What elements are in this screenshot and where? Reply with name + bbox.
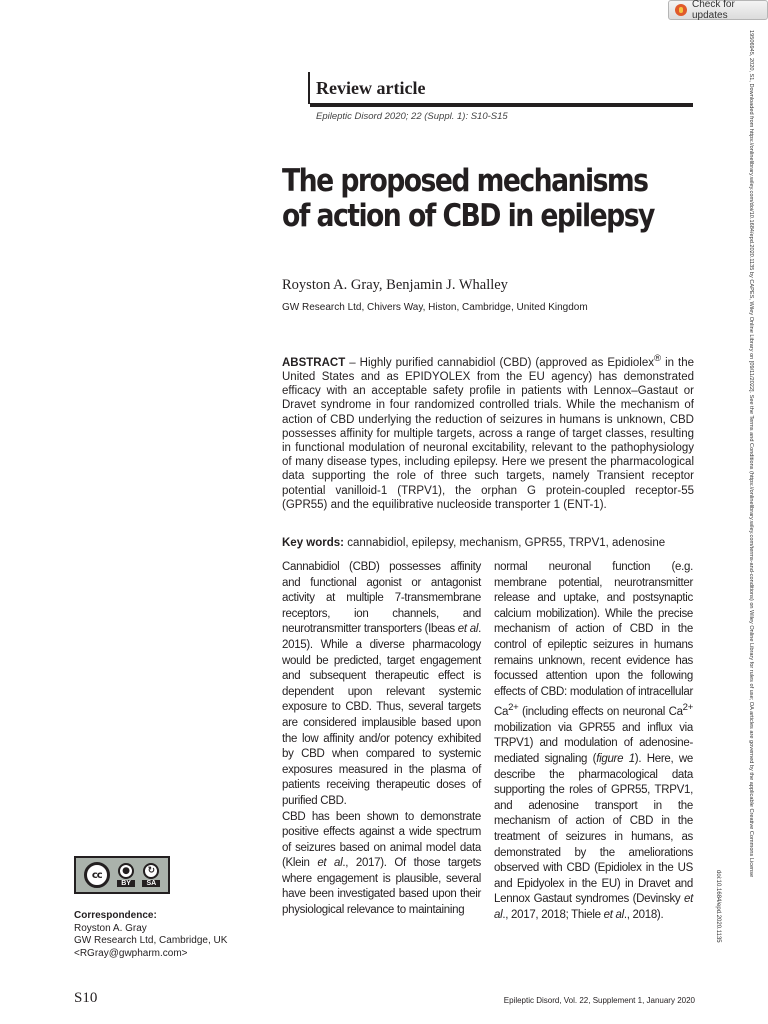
citation-etal: et al — [603, 908, 624, 921]
superscript: 2+ — [508, 702, 519, 714]
superscript: 2+ — [682, 702, 693, 714]
title-line-1: The proposed mechanisms — [282, 163, 648, 199]
paragraph — [282, 810, 481, 919]
abstract-text-1: – Highly purified cannabidiol (CBD) (approved as Epidiolex — [345, 356, 655, 369]
section-rule — [310, 103, 693, 107]
section-label: Review article — [316, 78, 426, 98]
cc-by — [117, 863, 135, 887]
text-run: ., 2017, 2018; Thiele — [502, 908, 604, 921]
doi-text: doi:10.1684/epd.2020.1135 — [715, 870, 721, 943]
correspondence-org: GW Research Ltd, Cambridge, UK — [74, 935, 228, 946]
cc-sa-label: SA — [142, 880, 160, 887]
keywords-text: cannabidiol, epilepsy, mechanism, GPR55, TRPV1, adenosine — [344, 537, 666, 549]
journal-reference: Epileptic Disord 2020; 22 (Suppl. 1): S10-S15 — [316, 111, 508, 122]
abstract-label: ABSTRACT — [282, 356, 346, 369]
text-run: CBD has been shown to demonstrate positive effects against a wide spectrum of seizures based on animal model data (Klein — [282, 810, 481, 870]
paragraph — [282, 560, 481, 810]
body-column-right — [494, 560, 693, 923]
abstract-text-2: in the United States and as EPIDYOLEX from the EU agency) has demonstrated efficacy with an acceptable safety profile in patients with Lennox–Gastaut or Dravet syndrome in four randomized controlled trials. While the mechanism of action of CBD underlying the reduction of seizures in humans is unknown, CBD possesses affinity for multiple targets, across a range of target classes, resulting in functional modulation of neuronal excitability, relevant to the pathophysiology of many disease types, including epilepsy. Here we present the pharmacological data supporting the role of three such targets, namely Transient receptor potential vanilloid-1 (TRPV1), the orphan G protein-coupled receptor-55 (GPR55) and the equilibrative nucleoside transporter 1 (ENT-1). — [282, 356, 695, 511]
correspondence-email[interactable]: <RGray@gwpharm.com> — [74, 947, 188, 959]
text-run: . 2015). While a diverse pharmacology would be predicted, target engagement and subsequent therapeutic effect is dependent upon relevant systemic exposure to CBD. Thus, several targets are considered implausible based upon the low affinity and/or potency exhibited by CBD when compared to systemic exposures measured in the plasma of patients receiving therapeutic doses of purified CBD. — [282, 623, 481, 807]
cc-sa — [142, 863, 160, 887]
figure-reference: figure 1 — [596, 752, 635, 765]
affiliation: GW Research Ltd, Chivers Way, Histon, Cambridge, United Kingdom — [282, 302, 588, 313]
article-title — [282, 163, 654, 234]
text-run: ., 2017). Of those targets where engagement is plausible, several have been investigated based upon their physiological relevance to maintaining — [282, 857, 481, 917]
doi-side-note — [712, 870, 722, 970]
correspondence — [74, 910, 227, 960]
citation-etal: et al — [457, 623, 479, 636]
footer-journal: Epileptic Disord, Vol. 22, Supplement 1, January 2020 — [503, 996, 695, 1005]
registered-mark: ® — [654, 353, 662, 364]
title-line-2: of action of CBD in epilepsy — [282, 198, 654, 234]
section-bar — [308, 72, 310, 104]
text-run: ., 2018). — [623, 908, 664, 921]
text-run: mobilization via GPR55 and influx via TRPV1) and modulation of adenosine-mediated signaling ( — [494, 721, 693, 765]
check-for-updates-label: Check for updates — [692, 0, 735, 21]
by-person-icon: ● — [118, 863, 134, 879]
share-alike-icon: ↻ — [143, 863, 159, 879]
cc-by-label: BY — [117, 880, 135, 887]
cc-license-badge[interactable] — [74, 856, 170, 894]
text-run: ). Here, we describe the pharmacological data supporting the roles of GPR55, TRPV1, and adenosine transport in the mechanism of action of CBD in the treatment of seizures in humans, as demonstrated by the ameliorations observed with CBD (Epidiolex in the US and Epidyolex in the EU) in Dravet and Lennox Gastaut syndromes (Devinsky — [494, 752, 694, 906]
keywords — [282, 536, 694, 550]
download-side-note-text: 19506945, 2020, S1, Downloaded from https://onlinelibrary.wiley.com/doi/10.1684/epd.2020.1135 by CAPES, Wiley Online Library on [09/11/2022]. See the Terms and Conditions (https://onlinelibrary.wiley.com/terms-and-conditions) on Wiley Online Library for rules of use; OA articles are governed by the applicable Creative Commons License — [748, 30, 754, 878]
citation-etal: et al — [317, 857, 343, 870]
paragraph — [494, 560, 693, 923]
text-run: normal neuronal function (e.g. membrane potential, neurotransmitter release and uptake, and postsynaptic calcium mobilization). While the precise mechanism of action of CBD in the control of epileptic seizures in humans remains unknown, recent evidence has focussed attention upon the following effects of CBD: modulation of intracellular Ca — [494, 561, 693, 719]
download-side-note — [745, 30, 755, 1004]
body-column-left — [282, 560, 481, 919]
keywords-label: Key words: — [282, 537, 344, 549]
page-number: S10 — [74, 990, 98, 1006]
abstract — [282, 352, 694, 512]
text-run: (including effects on neuronal Ca — [518, 706, 683, 719]
correspondence-name: Royston A. Gray — [74, 922, 147, 934]
authors: Royston A. Gray, Benjamin J. Whalley — [282, 277, 508, 293]
cc-icon: cc — [84, 862, 110, 888]
crossmark-icon — [675, 4, 687, 16]
correspondence-label: Correspondence: — [74, 910, 157, 921]
citation-etal: et al — [494, 893, 693, 921]
text-run: Cannabidiol (CBD) possesses affinity and functional agonist or antagonist activity at multiple 7-transmembrane receptors, ion channels, and neurotransmitter transporters (Ibeas — [282, 561, 481, 636]
check-for-updates-button[interactable] — [668, 0, 768, 20]
